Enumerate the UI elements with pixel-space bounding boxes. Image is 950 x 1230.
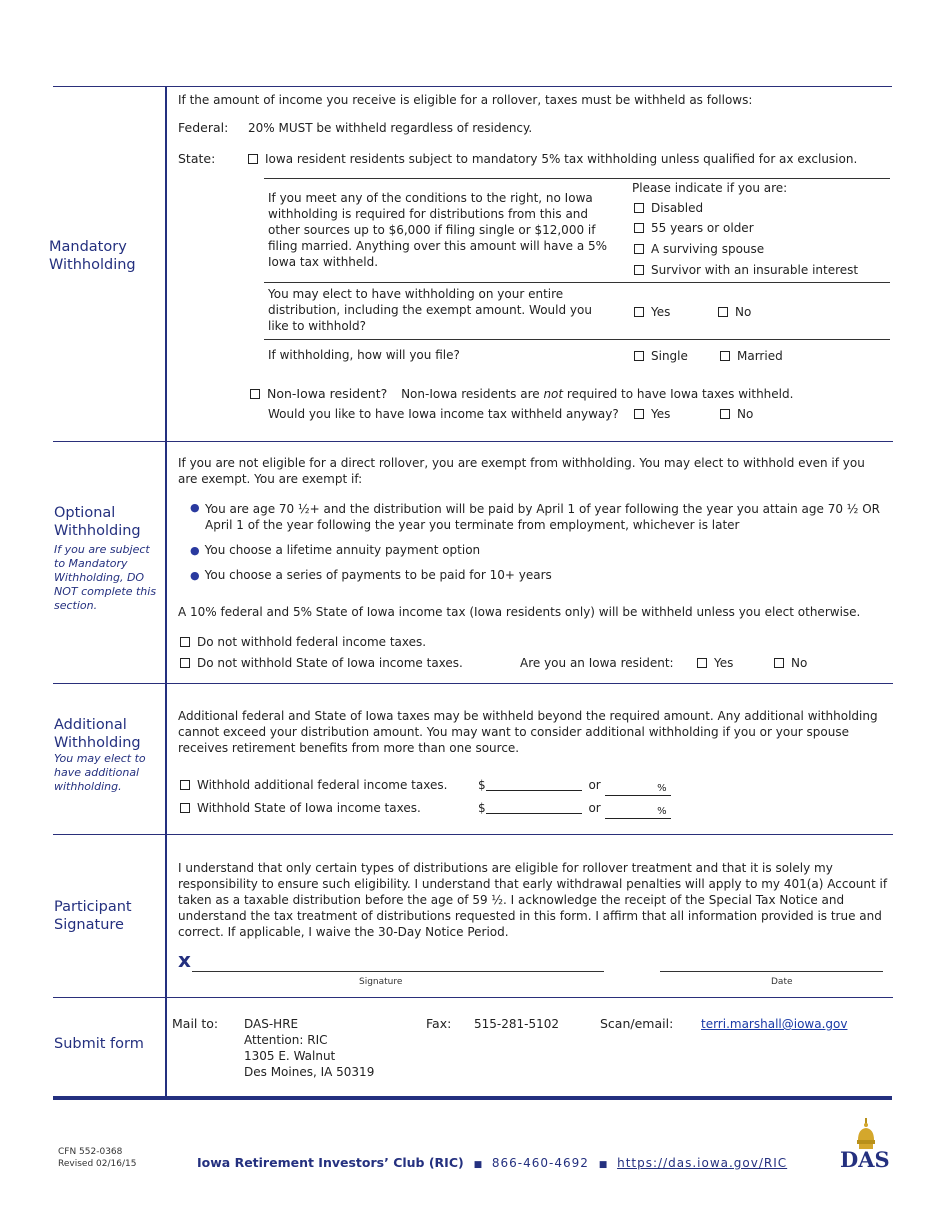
scan-label: Scan/email: [600,1016,674,1031]
nonres-question: Would you like to have Iowa income tax withheld anyway? [268,407,619,421]
revised-date: Revised 02/16/15 [58,1159,137,1169]
nonres-no: No [720,406,753,422]
elect-no-checkbox[interactable] [718,307,728,317]
bottom-rule [53,1096,892,1100]
signature-x-mark: x [178,948,191,972]
optional-bullet-3: ● You choose a series of payments to be paid for 10+ years [190,568,552,582]
das-logo [838,1118,894,1174]
option-disabled: Disabled [634,200,703,216]
optional-default-text: A 10% federal and 5% State of Iowa income tax (Iowa residents only) will be withheld unless you elect otherwise. [178,605,861,619]
resident-question: Are you an Iowa resident: [520,656,674,670]
rule-additional-bottom [53,834,893,835]
resident-yes-checkbox[interactable] [697,658,707,668]
bullet-icon: ● [190,544,200,557]
fax-label: Fax: [426,1016,452,1031]
nonres-checkbox[interactable] [250,389,260,399]
optional-note: If you are subject to Mandatory Withholding, DO NOT complete this section. [54,543,157,612]
elect-yes-checkbox[interactable] [634,307,644,317]
option-survivor-interest: Survivor with an insurable interest [634,262,858,278]
file-single-checkbox[interactable] [634,351,644,361]
optional-bullet-1: ● You are age 70 ½+ and the distribution will be paid by April 1 of year following the year you attain age 70 ½ OR April 1 of the year following the year you terminate from employment, whichever is later [190,501,881,532]
elect-top-rule [264,282,890,283]
state-percent-field[interactable]: % [605,806,671,819]
additional-label: Additional Withholding [54,717,141,751]
footer-line [197,1155,787,1173]
additional-state-amount: $ or % [478,800,671,819]
rule-mandatory-top-left [53,86,165,87]
disabled-checkbox[interactable] [634,203,644,213]
nonres-row: Non-Iowa resident? Non-Iowa residents are not required to have Iowa taxes withheld. [250,386,793,402]
additional-text: Additional federal and State of Iowa taxes may be withheld beyond the required amount. Any additional withholding cannot exceed your distribution amount. You may want to consider additional withholding if you or your spouse receives retirement benefits from more than one source. [178,709,878,755]
nonres-label: Non-Iowa resident? [267,386,388,401]
capitol-dome-icon [838,1118,894,1150]
logo-text: DAS [840,1147,890,1172]
additional-state-row: Withhold State of Iowa income taxes. [180,800,421,816]
state-row [248,151,857,167]
file-married-checkbox[interactable] [720,351,730,361]
mail-address: DAS-HRE Attention: RIC 1305 E. Walnut Des Moines, IA 50319 [244,1017,375,1079]
federal-text: 20% MUST be withheld regardless of residency. [248,121,533,135]
federal-amount-field[interactable] [486,778,582,791]
additional-note: You may elect to have additional withholding. [54,752,146,793]
submit-label: Submit form [54,1036,144,1052]
rule-signature-bottom [53,997,893,998]
state-text: Iowa resident residents subject to mandatory 5% tax withholding unless qualified for ax exclusion. [265,152,858,166]
date-line[interactable] [660,971,883,972]
file-married: Married [720,348,783,364]
file-text: If withholding, how will you file? [268,348,460,362]
additional-federal-row: Withhold additional federal income taxes. [180,777,447,793]
resident-yes: Yes [697,655,733,671]
survivor-interest-checkbox[interactable] [634,265,644,275]
signature-caption: Signature [359,977,403,987]
rule-optional-bottom [53,683,893,684]
additional-state-checkbox[interactable] [180,803,190,813]
bullet-icon: ● [190,569,200,582]
file-top-rule [264,339,890,340]
mandatory-intro: If the amount of income you receive is eligible for a rollover, taxes must be withheld as follows: [178,93,753,107]
section-divider [165,86,167,1098]
signature-line[interactable] [192,971,604,972]
footer-org: Iowa Retirement Investors’ Club (RIC) [197,1155,464,1170]
option-55-older: 55 years or older [634,220,754,236]
square-bullet-icon: ■ [473,1160,483,1170]
no-state-checkbox[interactable] [180,658,190,668]
state-label: State: [178,151,216,166]
elect-no: No [718,304,751,320]
bullet-icon: ● [190,501,200,514]
conditions-top-rule [264,178,890,179]
additional-federal-checkbox[interactable] [180,780,190,790]
resident-no-checkbox[interactable] [774,658,784,668]
resident-no: No [774,655,807,671]
footer-url[interactable]: https://das.iowa.gov/RIC [617,1156,788,1170]
form-number: CFN 552-0368 [58,1147,123,1157]
mail-label: Mail to: [172,1016,219,1031]
elect-text: You may elect to have withholding on your entire distribution, including the exempt amount. Would you like to withhold? [268,287,592,333]
optional-label: Optional Withholding [54,505,141,539]
55-older-checkbox[interactable] [634,223,644,233]
mandatory-label: Mandatory Withholding [49,239,136,273]
date-caption: Date [771,977,793,987]
federal-percent-field[interactable]: % [605,783,671,796]
conditions-text: If you meet any of the conditions to the right, no Iowa withholding is required for distributions from this and other sources up to $6,000 if filing single or $12,000 if filing married. Anything over this amount will have a 5% Iowa tax withheld. [268,191,608,269]
elect-yes: Yes [634,304,670,320]
state-resident-checkbox[interactable] [248,154,258,164]
no-federal-row: Do not withhold federal income taxes. [180,634,426,650]
state-amount-field[interactable] [486,801,582,814]
federal-label: Federal: [178,120,229,135]
optional-bullet-2: ● You choose a lifetime annuity payment option [190,543,481,557]
indicate-label: Please indicate if you are: [632,181,788,195]
nonres-yes: Yes [634,406,670,422]
option-surviving-spouse: A surviving spouse [634,241,764,257]
fax-number: 515-281-5102 [474,1017,560,1031]
top-rule [166,86,892,87]
no-federal-checkbox[interactable] [180,637,190,647]
nonres-yes-checkbox[interactable] [634,409,644,419]
additional-federal-amount: $ or % [478,777,671,796]
optional-intro: If you are not eligible for a direct rollover, you are exempt from withholding. You may elect to withhold even if you are exempt. You are exempt if: [178,456,865,486]
signature-text: I understand that only certain types of distributions are eligible for rollover treatment and that it is solely my responsibility to ensure such eligibility. I understand that early withdrawal penalties will apply to my 401(a) Account if taken as a taxable distribution before the age of 59 ½. I acknowledge the receipt of the Special Tax Notice and understand the tax treatment of distributions requested in this form. I affirm that all information provided is true and correct. If applicable, I waive the 30-Day Notice Period. [178,861,888,939]
rule-mandatory-bottom [53,441,893,442]
nonres-no-checkbox[interactable] [720,409,730,419]
no-state-row: Do not withhold State of Iowa income taxes. [180,655,463,671]
footer-phone: 866-460-4692 [491,1156,589,1170]
square-bullet-icon: ■ [598,1160,608,1170]
email-link[interactable]: terri.marshall@iowa.gov [701,1017,848,1031]
file-single: Single [634,348,688,364]
surviving-spouse-checkbox[interactable] [634,244,644,254]
signature-label: Participant Signature [54,899,132,933]
